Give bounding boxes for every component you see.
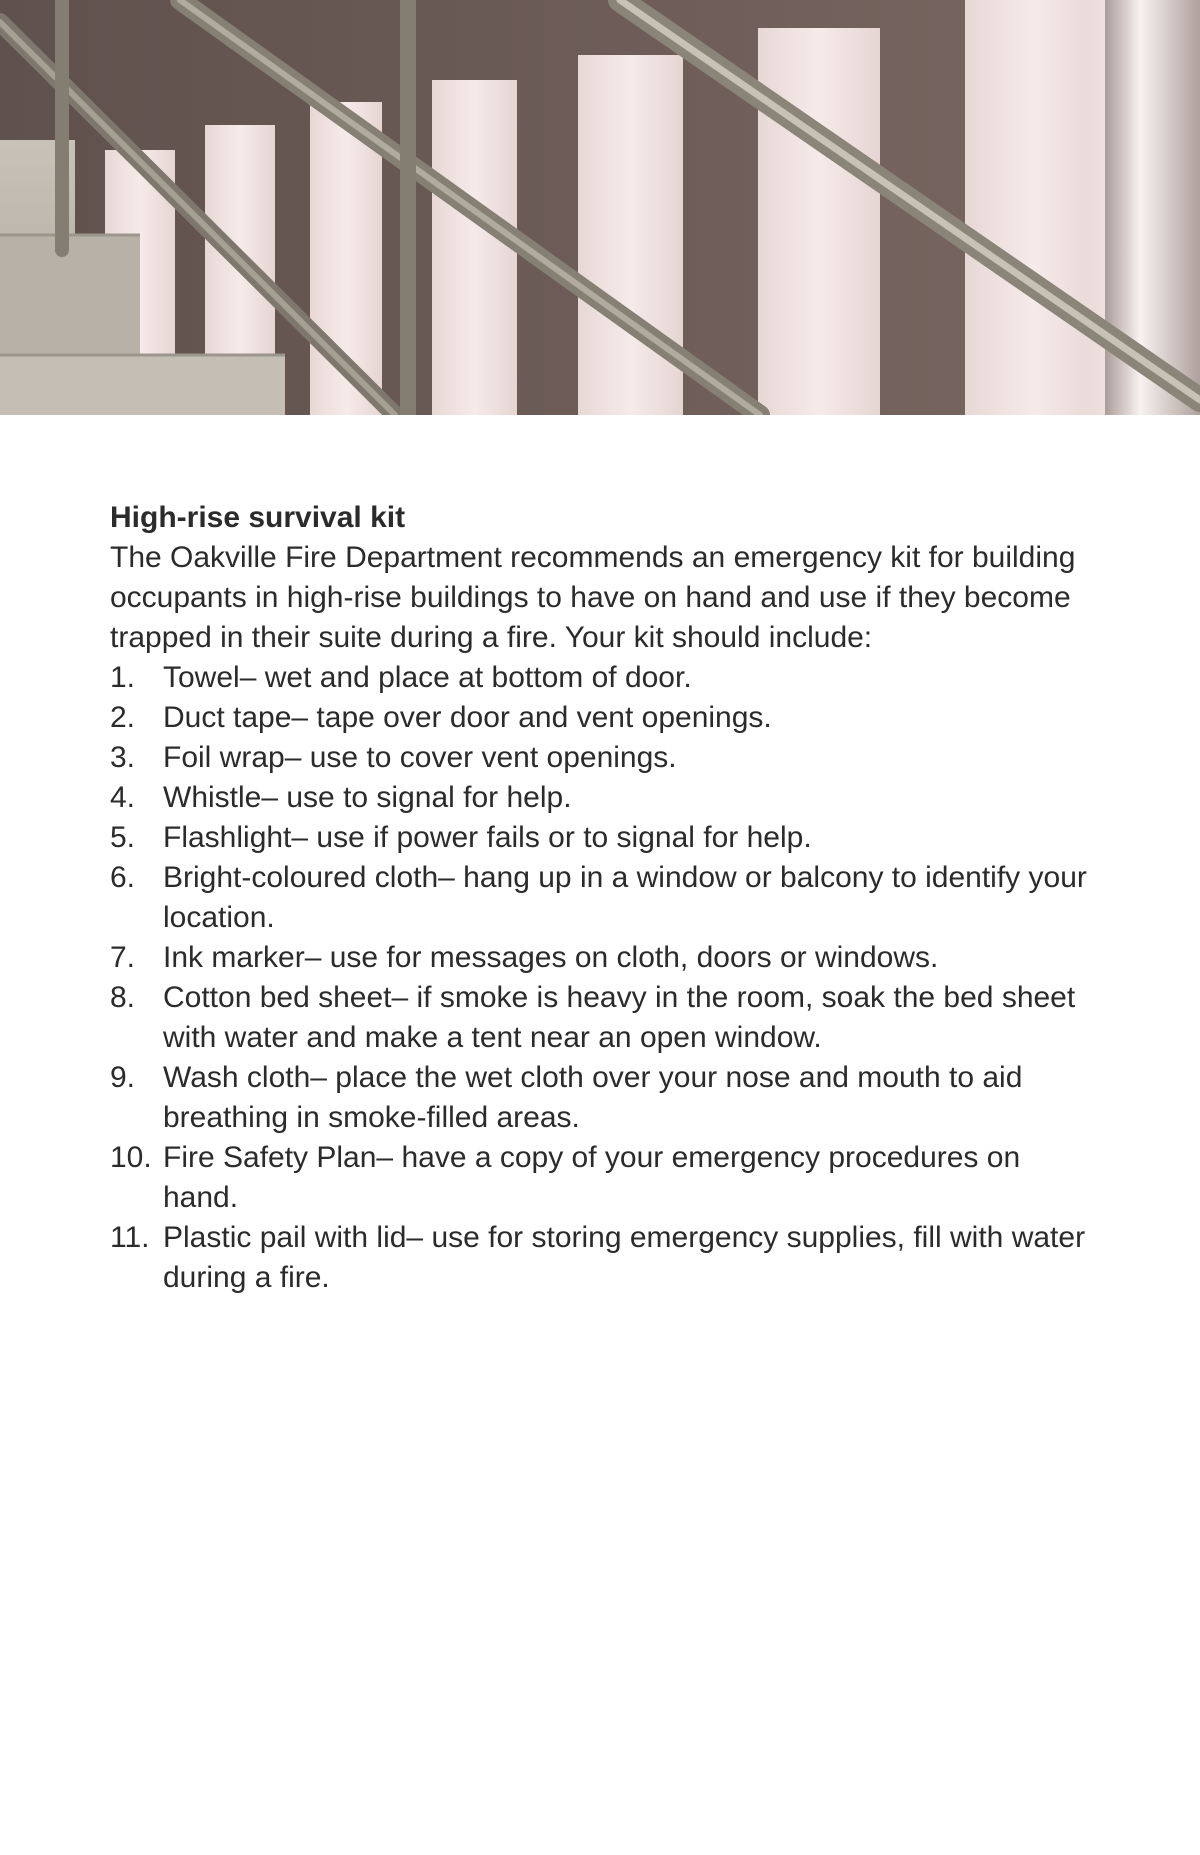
- list-item: [110, 1138, 1100, 1218]
- list-item-text: Foil wrap– use to cover vent openings.: [163, 741, 677, 774]
- list-item-text: Cotton bed sheet– if smoke is heavy in the room, soak the bed sheet with water and make a tent near an open window.: [163, 981, 1076, 1054]
- list-item: [110, 658, 1100, 698]
- list-item: [110, 978, 1100, 1058]
- list-item-text: Ink marker– use for messages on cloth, doors or windows.: [163, 941, 939, 974]
- list-item: [110, 858, 1100, 938]
- list-item-number: 1.: [110, 661, 136, 694]
- list-item-number: 7.: [110, 941, 136, 974]
- list-item-number: 3.: [110, 741, 136, 774]
- list-item-text: Plastic pail with lid– use for storing emergency supplies, fill with water during a fire.: [163, 1221, 1086, 1294]
- list-item-number: 6.: [110, 861, 136, 894]
- article: [110, 498, 1100, 1298]
- list-item-number: 10.: [110, 1141, 152, 1174]
- list-item: [110, 818, 1100, 858]
- pillar: [578, 55, 683, 415]
- list-item-text: Flashlight– use if power fails or to signal for help.: [163, 821, 812, 854]
- kit-list: [110, 658, 1100, 1298]
- stairwell-railing-photo: [0, 0, 1200, 415]
- list-item-text: Duct tape– tape over door and vent openings.: [163, 701, 772, 734]
- stairwell-illustration: [0, 0, 1200, 415]
- pillar: [758, 28, 880, 415]
- list-item-number: 2.: [110, 701, 136, 734]
- list-item-number: 9.: [110, 1061, 136, 1094]
- list-item: [110, 1058, 1100, 1138]
- list-item-number: 5.: [110, 821, 136, 854]
- article-intro: The Oakville Fire Department recommends an emergency kit for building occupants in high-rise buildings to have on hand and use if they become trapped in their suite during a fire. Your kit should include:: [110, 541, 1076, 654]
- list-item-text: Bright-coloured cloth– hang up in a window or balcony to identify your location.: [163, 861, 1087, 934]
- list-item-number: 8.: [110, 981, 136, 1014]
- pillar: [432, 80, 517, 415]
- list-item: [110, 1218, 1100, 1298]
- list-item-text: Fire Safety Plan– have a copy of your emergency procedures on hand.: [163, 1141, 1021, 1214]
- list-item-text: Towel– wet and place at bottom of door.: [163, 661, 692, 694]
- list-item-text: Wash cloth– place the wet cloth over your nose and mouth to aid breathing in smoke-filled areas.: [163, 1061, 1023, 1134]
- stair-step: [0, 355, 285, 415]
- list-item: [110, 938, 1100, 978]
- list-item-number: 11.: [110, 1221, 150, 1254]
- list-item: [110, 778, 1100, 818]
- list-item: [110, 738, 1100, 778]
- list-item-text: Whistle– use to signal for help.: [163, 781, 572, 814]
- list-item: [110, 698, 1100, 738]
- article-heading: High-rise survival kit: [110, 501, 406, 534]
- list-item-number: 4.: [110, 781, 136, 814]
